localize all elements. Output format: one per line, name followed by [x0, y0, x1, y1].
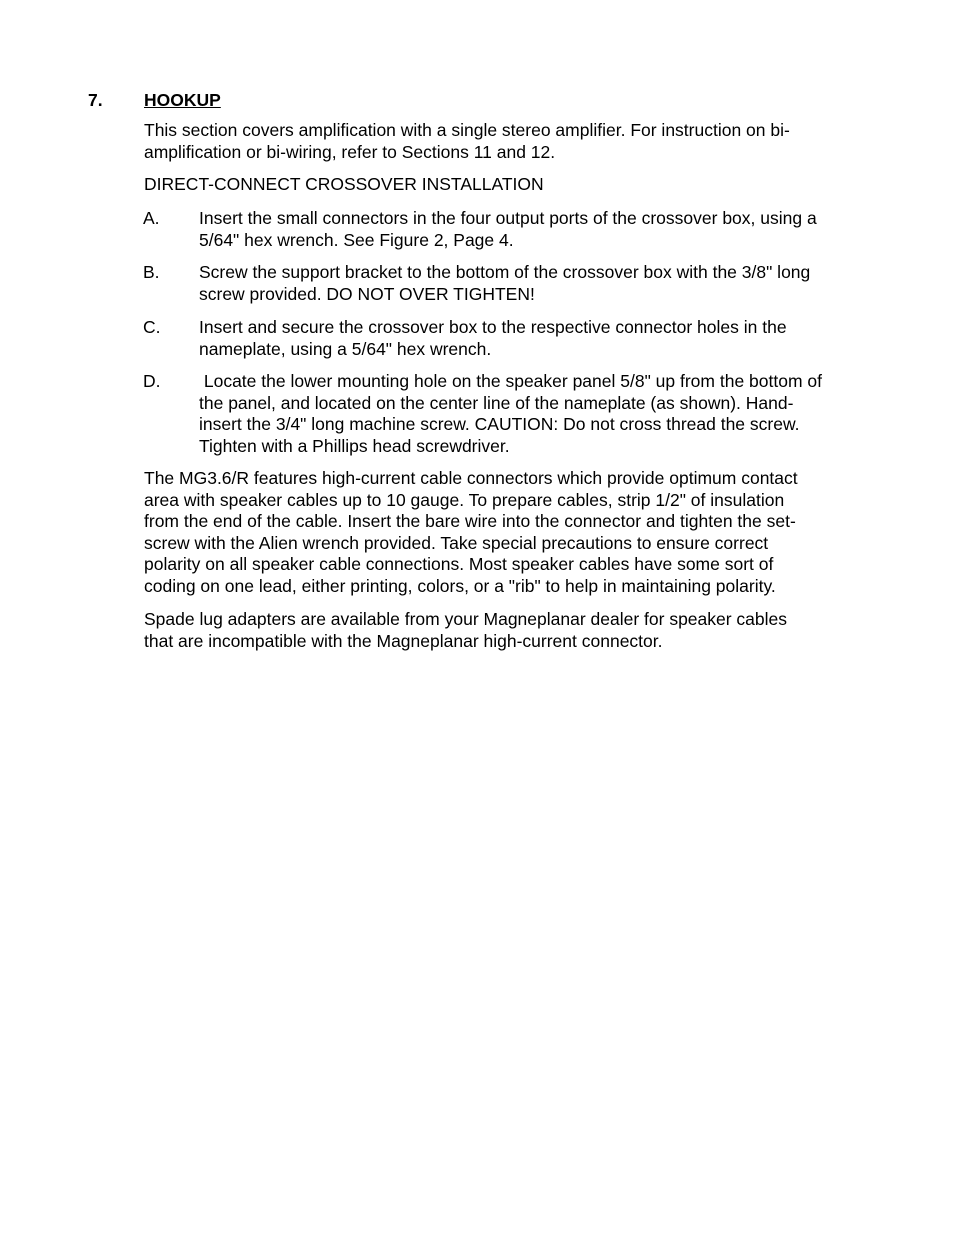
intro-line: This section covers amplification with a single stereo amplifier. For instruction on bi-	[144, 120, 790, 140]
step-marker-b: B.	[143, 262, 160, 282]
step-marker-a: A.	[143, 208, 160, 228]
connectors-line: coding on one lead, either printing, colors, or a "rib" to help in maintaining polarity.	[144, 575, 776, 596]
connectors-line: area with speaker cables up to 10 gauge. To prepare cables, strip 1/2" of insulation	[144, 489, 785, 510]
step-line: Tighten with a Phillips head screwdriver.	[199, 435, 510, 456]
step-marker-d: D.	[143, 371, 161, 391]
spade-lug-paragraph	[144, 609, 874, 652]
step-line: Insert the small connectors in the four output ports of the crossover box, using a	[199, 208, 817, 228]
spade-line: that are incompatible with the Magneplanar high-current connector.	[144, 630, 663, 651]
spade-line: Spade lug adapters are available from your Magneplanar dealer for speaker cables	[144, 609, 788, 629]
step-text-a	[199, 208, 879, 251]
step-text-c	[199, 317, 879, 360]
connectors-line: polarity on all speaker cable connections. Most speaker cables have some sort of	[144, 554, 774, 575]
step-line: Insert and secure the crossover box to the respective connector holes in the	[199, 317, 787, 337]
subheading-text: DIRECT-CONNECT CROSSOVER INSTALLATION	[144, 174, 544, 194]
step-line: Screw the support bracket to the bottom of the crossover box with the 3/8" long	[199, 262, 811, 282]
step-marker-c: C.	[143, 317, 161, 337]
section-title: HOOKUP	[144, 90, 221, 110]
step-line: nameplate, using a 5/64" hex wrench.	[199, 338, 492, 359]
intro-line: amplification or bi-wiring, refer to Sections 11 and 12.	[144, 141, 556, 162]
step-line: Locate the lower mounting hole on the speaker panel 5/8" up from the bottom of	[199, 371, 822, 391]
step-line: screw provided. DO NOT OVER TIGHTEN!	[199, 283, 535, 304]
step-text-b	[199, 262, 879, 305]
connectors-line: screw with the Alien wrench provided. Take special precautions to ensure correct	[144, 532, 769, 553]
connectors-line: from the end of the cable. Insert the bare wire into the connector and tighten the set-	[144, 511, 796, 532]
step-line: 5/64" hex wrench. See Figure 2, Page 4.	[199, 229, 514, 250]
subheading	[144, 174, 874, 196]
intro-paragraph	[144, 120, 874, 163]
section-number: 7.	[88, 90, 103, 110]
connectors-paragraph	[144, 468, 874, 598]
step-line: insert the 3/4" long machine screw. CAUTION: Do not cross thread the screw.	[199, 414, 800, 435]
step-line: the panel, and located on the center line of the nameplate (as shown). Hand-	[199, 392, 794, 413]
connectors-line: The MG3.6/R features high-current cable connectors which provide optimum contact	[144, 468, 798, 488]
step-text-d	[199, 371, 879, 457]
